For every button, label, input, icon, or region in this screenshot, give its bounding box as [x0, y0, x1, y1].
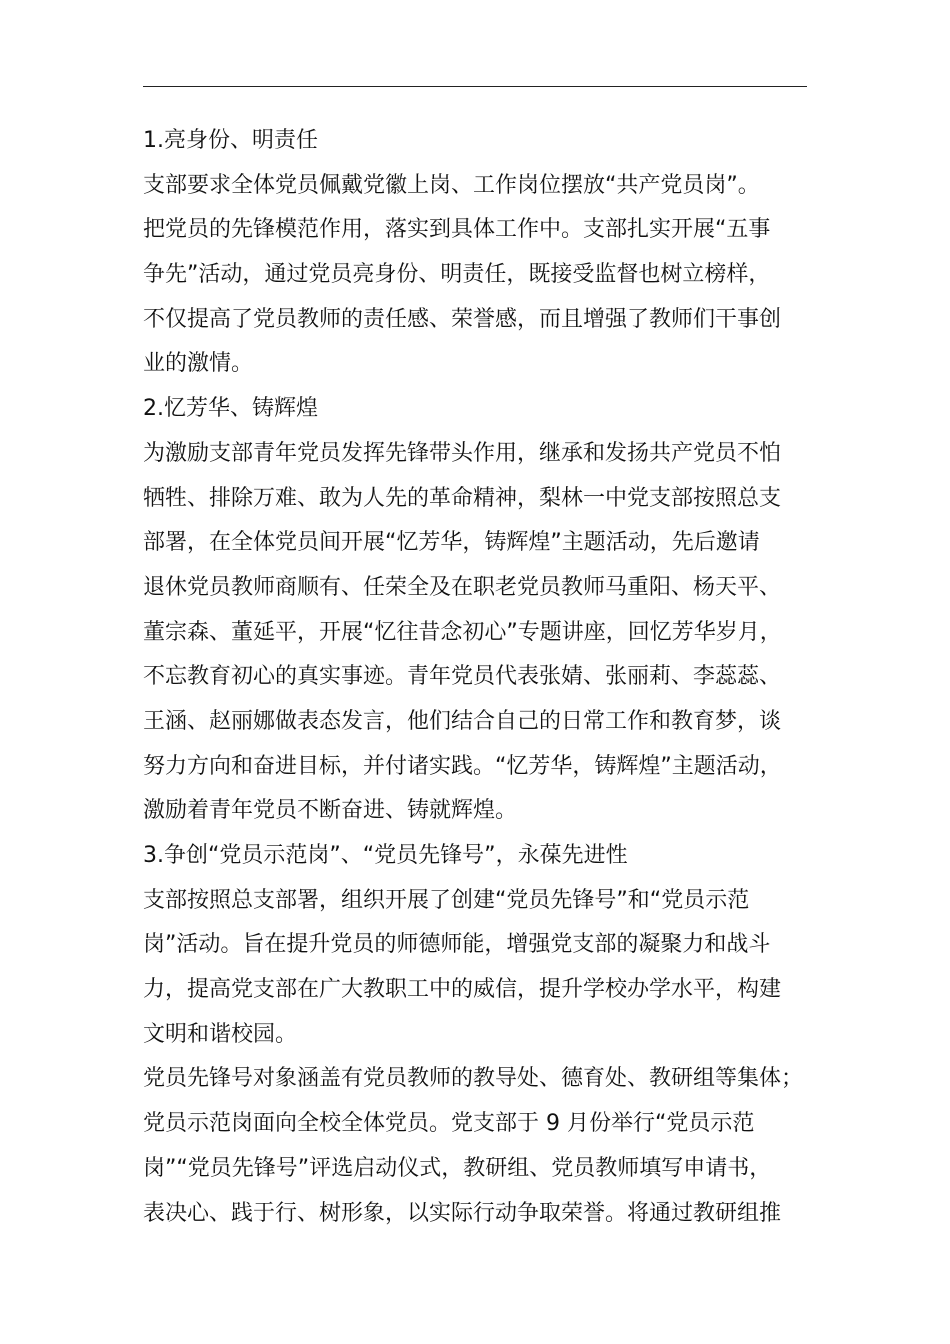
paragraph-line: 支部按照总支部署，组织开展了创建“党员先锋号”和“党员示范 [143, 887, 750, 913]
paragraph-line: 岗”活动。旨在提升党员的师德师能，增强党支部的凝聚力和战斗 [143, 932, 771, 958]
paragraph-line: 激励着青年党员不断奋进、铸就辉煌。 [143, 798, 518, 824]
paragraph-line: 努力方向和奋进目标，并付诸实践。“忆芳华，铸辉煌”主题活动， [143, 753, 782, 779]
paragraph-line: 退休党员教师商顺有、任荣全及在职老党员教师马重阳、杨天平、 [143, 574, 782, 600]
paragraph-line: 王涵、赵丽娜做表态发言，他们结合自己的日常工作和教育梦，谈 [143, 708, 782, 734]
section-heading-3: 3.争创“党员示范岗”、“党员先锋号”，永葆先进性 [143, 843, 628, 868]
paragraph-line: 岗”“党员先锋号”评选启动仪式，教研组、党员教师填写申请书， [143, 1155, 772, 1181]
paragraph-line: 不仅提高了党员教师的责任感、荣誉感，而且增强了教师们干事创 [143, 306, 782, 332]
paragraph-line: 部署，在全体党员间开展“忆芳华，铸辉煌”主题活动，先后邀请 [143, 530, 760, 556]
paragraph-line: 文明和谐校园。 [143, 1021, 298, 1047]
section-heading-1: 1.亮身份、明责任 [143, 128, 318, 153]
paragraph-line: 不忘教育初心的真实事迹。青年党员代表张婧、张丽莉、李蕊蕊、 [143, 664, 782, 690]
paragraph-line: 力，提高党支部在广大教职工中的威信，提升学校办学水平，构建 [143, 977, 782, 1003]
paragraph-line: 争先”活动，通过党员亮身份、明责任，既接受监督也树立榜样， [143, 262, 771, 288]
header-rule [143, 86, 807, 87]
paragraph-line: 业的激情。 [143, 351, 254, 377]
paragraph-line: 党员先锋号对象涵盖有党员教师的教导处、德育处、教研组等集体； [143, 1066, 804, 1092]
paragraph-line: 董宗森、董延平，开展“忆往昔念初心”专题讲座，回忆芳华岁月， [143, 619, 782, 645]
paragraph-line: 表决心、践于行、树形象，以实际行动争取荣誉。将通过教研组推 [143, 1200, 782, 1226]
document-body [143, 122, 823, 1239]
paragraph-line: 党员示范岗面向全校全体党员。党支部于 9 月份举行“党员示范 [143, 1111, 755, 1137]
paragraph-line: 支部要求全体党员佩戴党徽上岗、工作岗位摆放“共产党员岗”。 [143, 172, 760, 198]
section-heading-2: 2.忆芳华、铸辉煌 [143, 396, 318, 422]
paragraph-line: 为激励支部青年党员发挥先锋带头作用，继承和发扬共产党员不怕 [143, 440, 782, 466]
paragraph-line: 牺牲、排除万难、敢为人先的革命精神，梨林一中党支部按照总支 [143, 485, 782, 511]
paragraph-line: 把党员的先锋模范作用，落实到具体工作中。支部扎实开展“五事 [143, 217, 771, 243]
